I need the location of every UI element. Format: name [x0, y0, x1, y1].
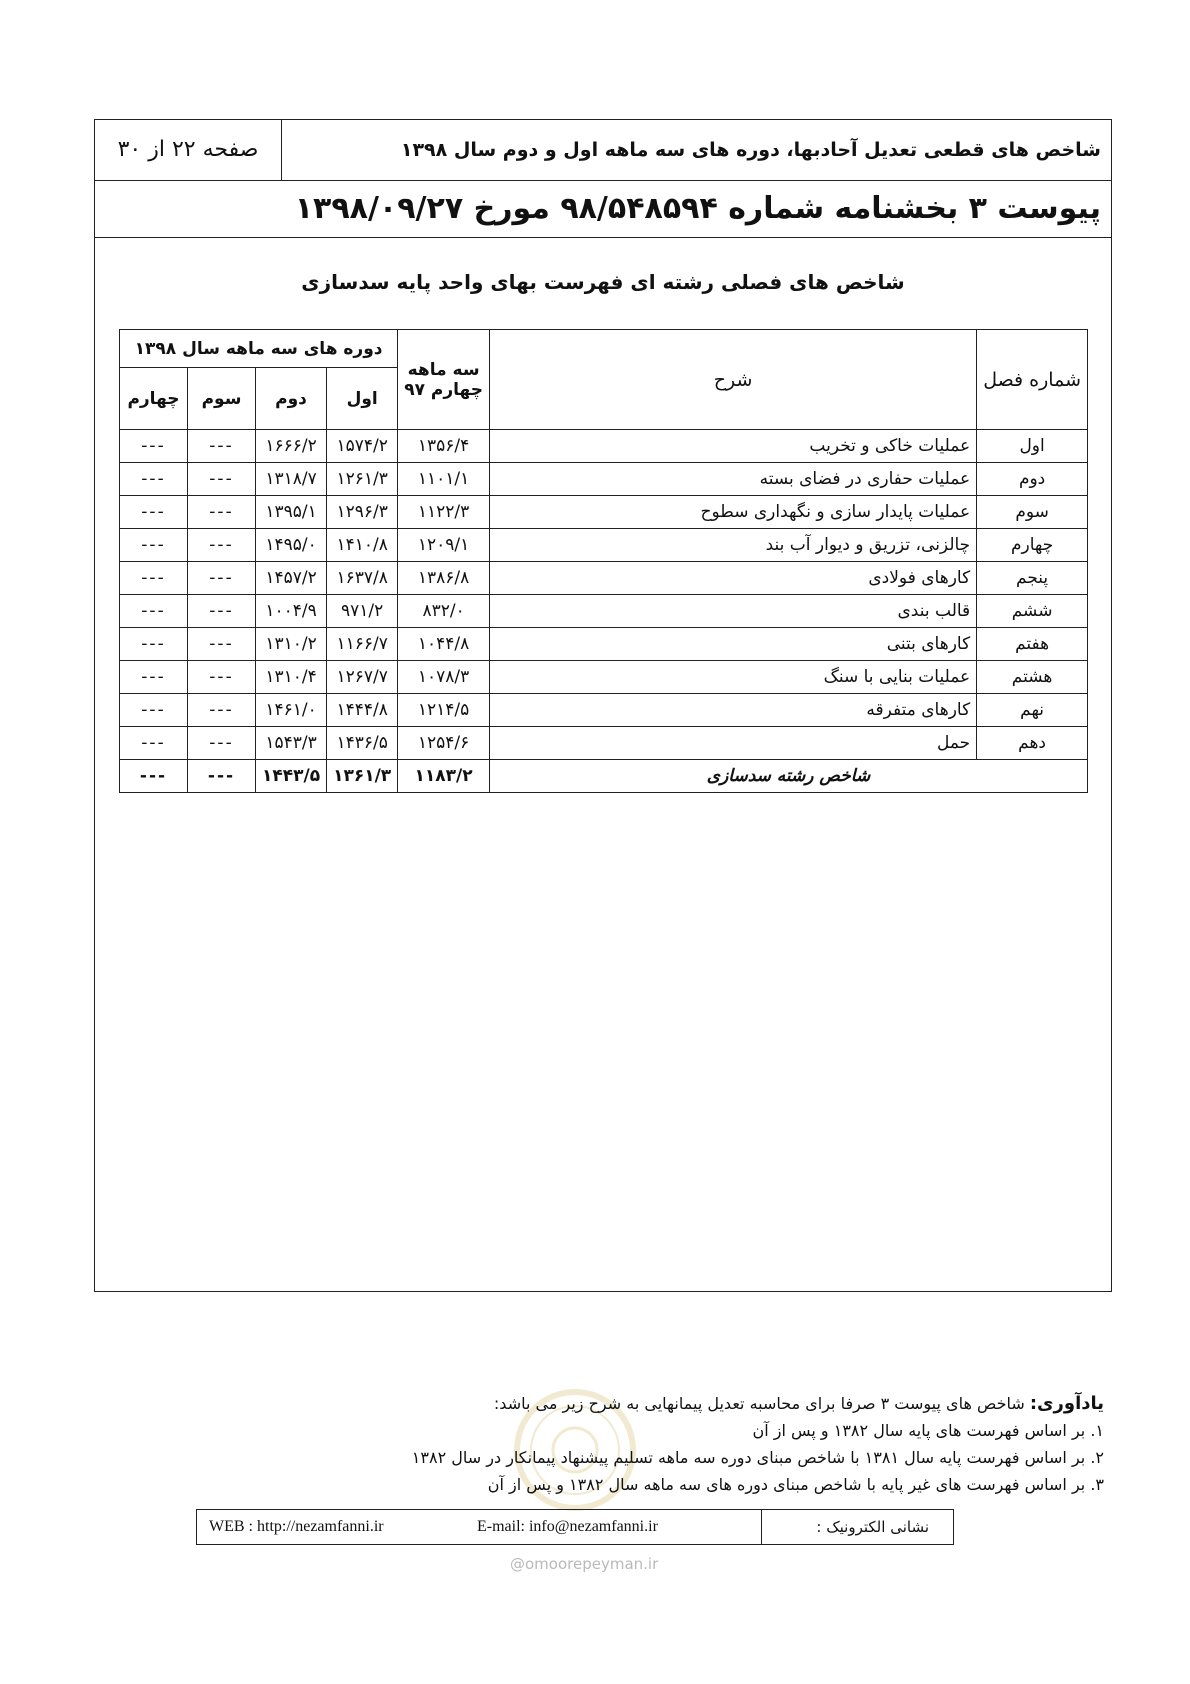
- cell-q3: ---: [188, 694, 256, 727]
- col-header-q2: دوم: [256, 368, 327, 430]
- col-header-q4-97-line2: چهارم ۹۷: [404, 379, 483, 400]
- footer-email[interactable]: E-mail: info@nezamfanni.ir: [477, 1518, 658, 1535]
- cell-q3: ---: [188, 595, 256, 628]
- cell-q2: ۱۳۱۰/۴: [256, 661, 327, 694]
- cell-q1: ۱۲۶۱/۳: [327, 463, 398, 496]
- cell-q1: ۱۲۹۶/۳: [327, 496, 398, 529]
- cell-q4: ---: [120, 562, 188, 595]
- cell-total-label: شاخص رشته سدسازی: [489, 760, 1087, 793]
- notes-item: ۳. بر اساس فهرست های غیر پایه با شاخص مبنای دوره های سه ماهه سال ۱۳۸۲ و پس از آن: [487, 1475, 1104, 1494]
- table-row: [120, 694, 1088, 727]
- cell-q4: ---: [120, 694, 188, 727]
- cell-q1: ۹۷۱/۲: [327, 595, 398, 628]
- col-header-q4-97-line1: سه ماهه: [407, 359, 480, 380]
- col-header-period-group: دوره های سه ماهه سال ۱۳۹۸: [120, 330, 398, 368]
- annex-title: پیوست ۳ بخشنامه شماره ۹۸/۵۴۸۵۹۴ مورخ ۱۳۹۸/۰۹/۲۷: [294, 191, 1101, 226]
- col-header-q4-97: [398, 330, 490, 430]
- footer-box: [196, 1509, 954, 1545]
- notes-intro: شاخص های پیوست ۳ صرفا برای محاسبه تعدیل پیمانهایی به شرح زیر می باشد:: [493, 1394, 1025, 1413]
- cell-description: کارهای متفرقه: [489, 694, 976, 727]
- cell-q4-97: ۱۱۰۱/۱: [398, 463, 490, 496]
- cell-q2: ۱۴۵۷/۲: [256, 562, 327, 595]
- cell-q3: ---: [188, 727, 256, 760]
- cell-q1: ۱۴۳۶/۵: [327, 727, 398, 760]
- cell-q4-97: ۱۰۷۸/۳: [398, 661, 490, 694]
- cell-q4: ---: [120, 463, 188, 496]
- cell-chapter: سوم: [977, 496, 1088, 529]
- cell-q2: ۱۴۹۵/۰: [256, 529, 327, 562]
- notes-item: ۲. بر اساس فهرست پایه سال ۱۳۸۱ با شاخص مبنای دوره سه ماهه تسلیم پیشنهاد پیمانکار در سال ۱۳۸۲: [411, 1448, 1104, 1467]
- col-header-chapter: شماره فصل: [977, 330, 1088, 430]
- cell-q2: ۱۳۹۵/۱: [256, 496, 327, 529]
- cell-description: کارهای بتنی: [489, 628, 976, 661]
- cell-description: عملیات پایدار سازی و نگهداری سطوح: [489, 496, 976, 529]
- cell-q4-97: ۱۱۲۲/۳: [398, 496, 490, 529]
- cell-q3: ---: [188, 430, 256, 463]
- cell-q4-97: ۱۲۰۹/۱: [398, 529, 490, 562]
- cell-q1: ۱۲۶۷/۷: [327, 661, 398, 694]
- cell-description: کارهای فولادی: [489, 562, 976, 595]
- cell-chapter: نهم: [977, 694, 1088, 727]
- cell-chapter: ششم: [977, 595, 1088, 628]
- cell-chapter: اول: [977, 430, 1088, 463]
- notes-heading: یادآوری:: [1029, 1393, 1104, 1414]
- watermark-site: @omoorepeyman.ir: [510, 1555, 659, 1573]
- table-row: [120, 727, 1088, 760]
- col-header-q4: چهارم: [120, 368, 188, 430]
- cell-description: عملیات بنایی با سنگ: [489, 661, 976, 694]
- cell-chapter: هفتم: [977, 628, 1088, 661]
- cell-q3: ---: [188, 496, 256, 529]
- cell-total-q1: ۱۳۶۱/۳: [327, 760, 398, 793]
- cell-q1: ۱۴۴۴/۸: [327, 694, 398, 727]
- cell-q4-97: ۱۳۵۶/۴: [398, 430, 490, 463]
- document-title: شاخص های قطعی تعدیل آحادبها، دوره های سه ماهه اول و دوم سال ۱۳۹۸: [400, 139, 1101, 161]
- cell-q4-97: ۱۳۸۶/۸: [398, 562, 490, 595]
- page-frame: [94, 119, 1112, 1292]
- table-row: [120, 595, 1088, 628]
- cell-q1: ۱۴۱۰/۸: [327, 529, 398, 562]
- cell-q1: ۱۶۳۷/۸: [327, 562, 398, 595]
- col-header-description: شرح: [489, 330, 976, 430]
- col-header-q3: سوم: [188, 368, 256, 430]
- table-row: [120, 430, 1088, 463]
- cell-q2: ۱۰۰۴/۹: [256, 595, 327, 628]
- page-number: صفحه ۲۲ از ۳۰: [95, 120, 282, 180]
- cell-q4: ---: [120, 529, 188, 562]
- cell-chapter: دوم: [977, 463, 1088, 496]
- cell-total-q4: ---: [120, 760, 188, 793]
- notes-item: ۱. بر اساس فهرست های پایه سال ۱۳۸۲ و پس از آن: [752, 1421, 1104, 1440]
- table-row: [120, 562, 1088, 595]
- table-row: [120, 463, 1088, 496]
- cell-q3: ---: [188, 562, 256, 595]
- cell-q4: ---: [120, 496, 188, 529]
- cell-q4: ---: [120, 430, 188, 463]
- col-header-q1: اول: [327, 368, 398, 430]
- cell-q4-97: ۸۳۲/۰: [398, 595, 490, 628]
- footer-label: نشانی الکترونیک :: [761, 1510, 953, 1544]
- table-row: [120, 529, 1088, 562]
- cell-q4-97: ۱۲۱۴/۵: [398, 694, 490, 727]
- cell-chapter: هشتم: [977, 661, 1088, 694]
- cell-description: عملیات خاکی و تخریب: [489, 430, 976, 463]
- cell-total-q3: ---: [188, 760, 256, 793]
- index-table: [119, 329, 1088, 793]
- cell-q2: ۱۳۱۸/۷: [256, 463, 327, 496]
- cell-q4: ---: [120, 595, 188, 628]
- cell-q2: ۱۵۴۳/۳: [256, 727, 327, 760]
- cell-q3: ---: [188, 529, 256, 562]
- header-row: [95, 120, 1111, 181]
- cell-q3: ---: [188, 661, 256, 694]
- annex-row: [95, 181, 1111, 238]
- cell-q4: ---: [120, 661, 188, 694]
- notes-intro-line: [412, 1390, 1104, 1417]
- cell-q1: ۱۵۷۴/۲: [327, 430, 398, 463]
- cell-q2: ۱۶۶۶/۲: [256, 430, 327, 463]
- cell-q4: ---: [120, 727, 188, 760]
- table-row: [120, 496, 1088, 529]
- cell-q2: ۱۴۶۱/۰: [256, 694, 327, 727]
- footer-web[interactable]: WEB : http://nezamfanni.ir: [209, 1518, 384, 1535]
- cell-description: قالب بندی: [489, 595, 976, 628]
- cell-total-q4-97: ۱۱۸۳/۲: [398, 760, 490, 793]
- cell-q4-97: ۱۲۵۴/۶: [398, 727, 490, 760]
- cell-chapter: دهم: [977, 727, 1088, 760]
- cell-q1: ۱۱۶۶/۷: [327, 628, 398, 661]
- notes: [412, 1390, 1104, 1498]
- cell-q3: ---: [188, 463, 256, 496]
- cell-total-q2: ۱۴۴۳/۵: [256, 760, 327, 793]
- table-row: [120, 628, 1088, 661]
- cell-q3: ---: [188, 628, 256, 661]
- table-title: شاخص های فصلی رشته ای فهرست بهای واحد پایه سدسازی: [301, 270, 905, 294]
- cell-description: چالزنی، تزریق و دیوار آب بند: [489, 529, 976, 562]
- cell-q2: ۱۳۱۰/۲: [256, 628, 327, 661]
- table-total-row: [120, 760, 1088, 793]
- cell-description: حمل: [489, 727, 976, 760]
- cell-chapter: پنجم: [977, 562, 1088, 595]
- cell-description: عملیات حفاری در فضای بسته: [489, 463, 976, 496]
- cell-chapter: چهارم: [977, 529, 1088, 562]
- cell-q4-97: ۱۰۴۴/۸: [398, 628, 490, 661]
- table-row: [120, 661, 1088, 694]
- cell-q4: ---: [120, 628, 188, 661]
